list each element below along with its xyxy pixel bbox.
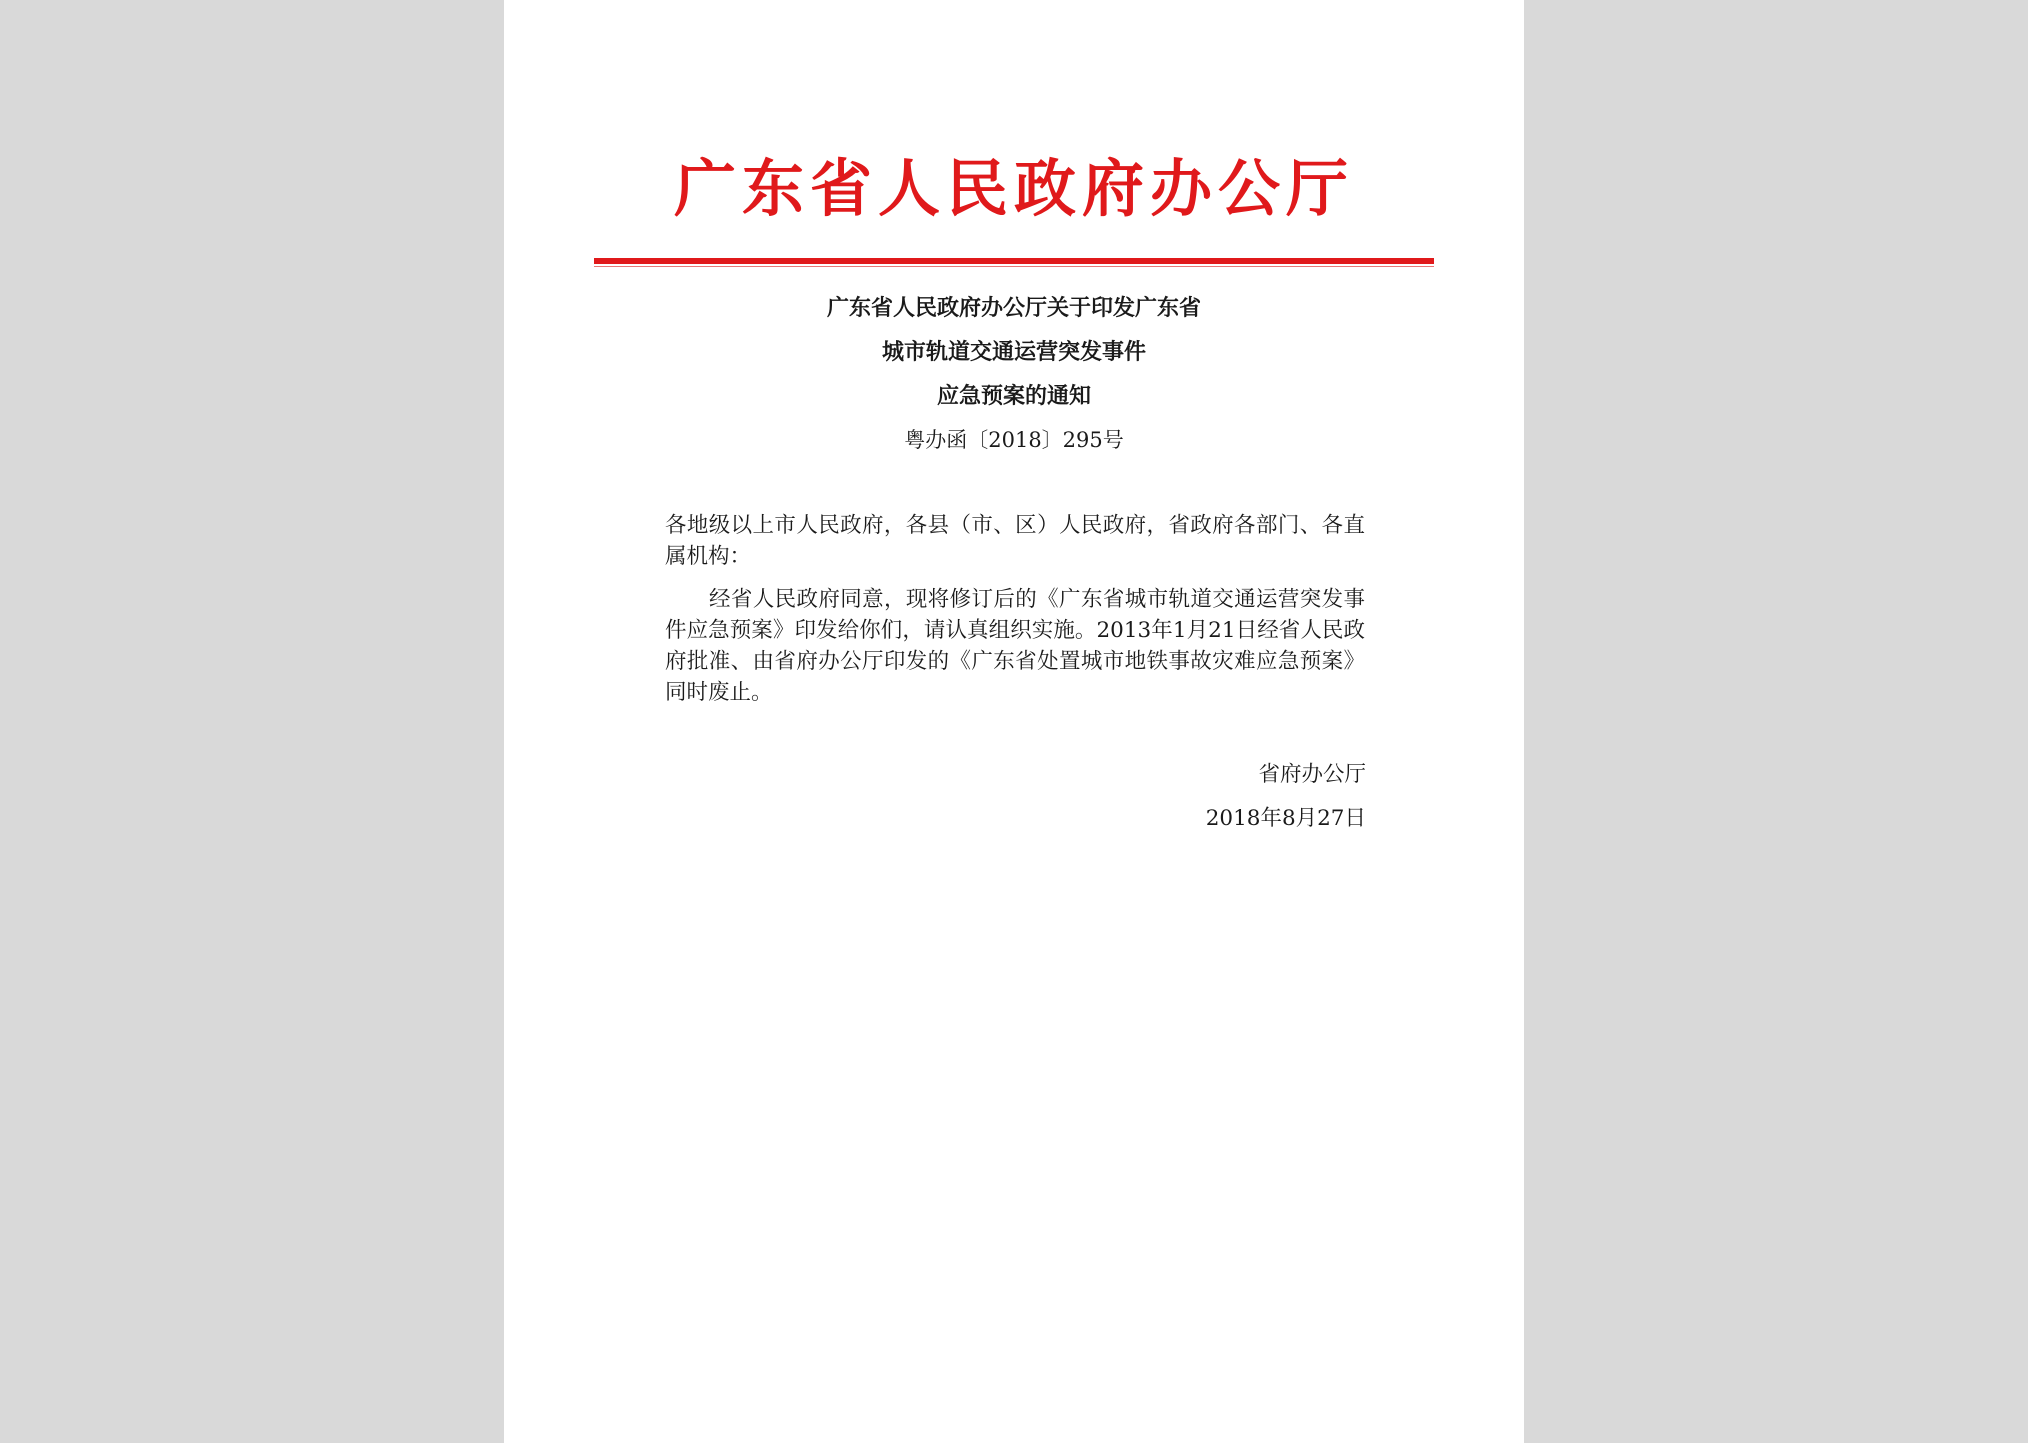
body-paragraph: 经省人民政府同意，现将修订后的《广东省城市轨道交通运营突发事件应急预案》印发给你们，请认真组织实施。2013年1月21日经省人民政府批准、由省府办公厅印发的《广东省处置城市地铁事故灾难应急预案》同时废止。 [665,587,1365,705]
document-title-line-1: 广东省人民政府办公厅关于印发广东省 [826,296,1201,321]
salutation: 各地级以上市人民政府，各县（市、区）人民政府，省政府各部门、各直属机构： [665,513,1365,569]
red-header-rule [594,258,1434,264]
document-page [504,0,1524,1443]
document-title-line-3: 应急预案的通知 [936,384,1091,409]
document-number: 粤办函〔2018〕295号 [904,428,1124,452]
signature-date: 2018年8月27日 [1205,806,1366,831]
document-title-line-2: 城市轨道交通运营突发事件 [881,340,1146,365]
signature-office: 省府办公厅 [1258,762,1366,787]
red-header-title: 广东省人民政府办公厅 [673,152,1354,225]
red-header-rule-shadow [594,266,1434,267]
